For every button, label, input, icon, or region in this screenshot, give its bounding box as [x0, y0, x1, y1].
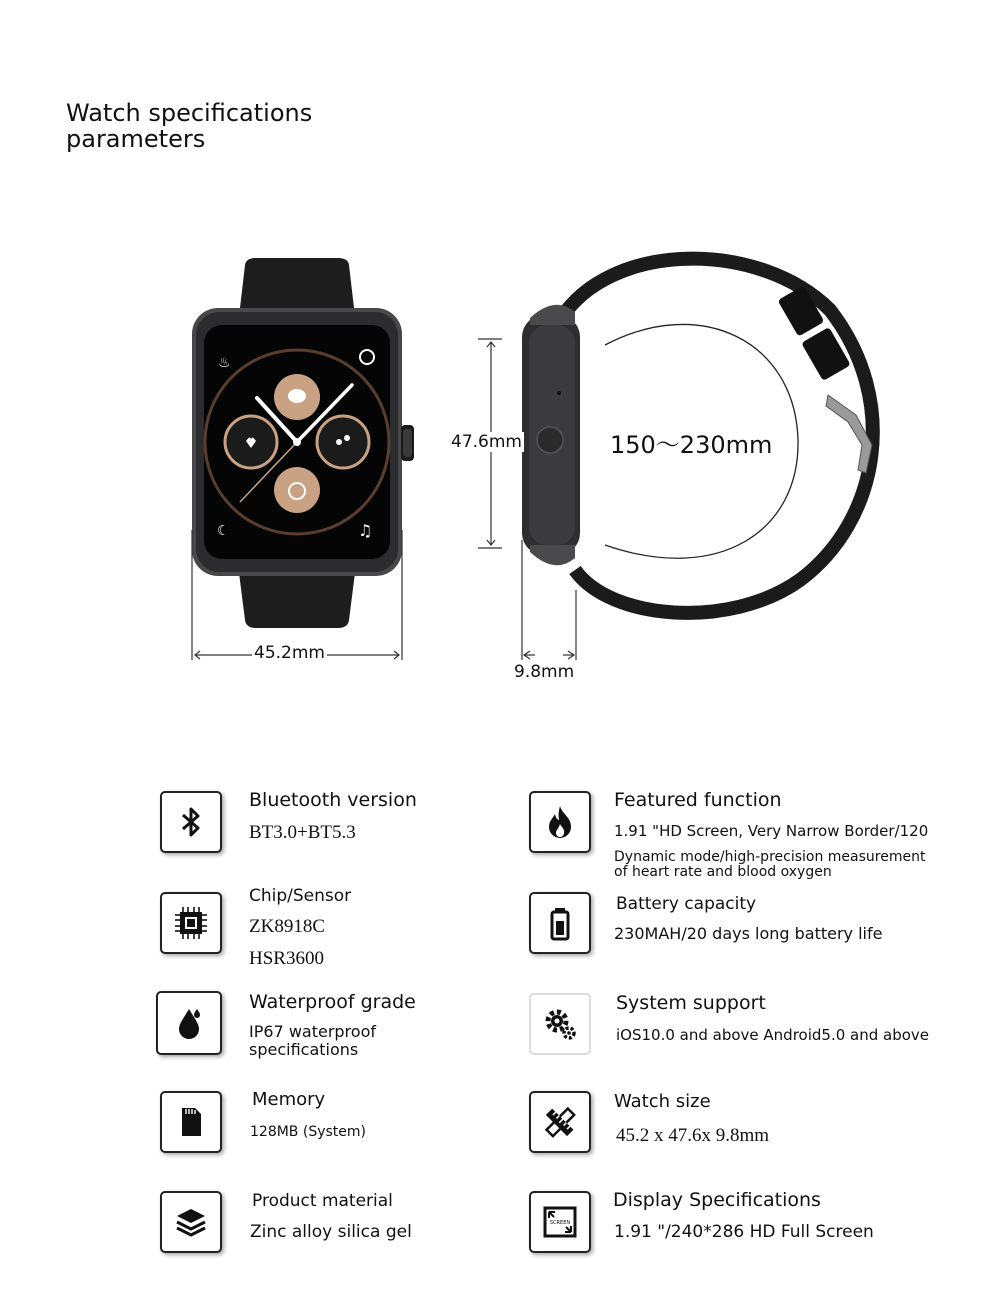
- ruler-pencil-icon: [529, 1091, 591, 1153]
- chip-icon: [160, 892, 222, 954]
- spec-title: Waterproof grade: [249, 991, 416, 1013]
- spec-title: Watch size: [614, 1091, 711, 1112]
- spec-value: IP67 waterproof: [249, 1022, 376, 1041]
- spec-value: of heart rate and blood oxygen: [614, 864, 832, 880]
- spec-value: Dynamic mode/high-precision measurement: [614, 849, 926, 865]
- layers-icon: [160, 1191, 222, 1253]
- gears-icon: [529, 993, 591, 1055]
- watch-diagram: [0, 200, 1000, 720]
- spec-value: 1.91 "/240*286 HD Full Screen: [614, 1222, 874, 1242]
- spec-title: Bluetooth version: [249, 789, 417, 811]
- battery-icon: [529, 892, 591, 954]
- spec-value: 128MB (System): [250, 1124, 366, 1140]
- svg-text:♨: ♨: [218, 355, 231, 371]
- water-drop-icon: [156, 991, 222, 1055]
- watch-illustration: [0, 200, 1000, 720]
- spec-title: Memory: [252, 1089, 326, 1110]
- title-line-1: Watch specifications: [66, 99, 313, 127]
- strap-range-label: 150～230mm: [610, 431, 773, 459]
- svg-text:♫: ♫: [358, 521, 373, 540]
- screen-icon: [529, 1191, 591, 1253]
- spec-value: HSR3600: [249, 948, 324, 969]
- bluetooth-icon: [160, 791, 222, 853]
- spec-value: 1.91 "HD Screen, Very Narrow Border/120: [614, 822, 929, 840]
- spec-value: iOS10.0 and above Android5.0 and above: [616, 1026, 930, 1044]
- spec-title: Battery capacity: [616, 894, 757, 914]
- spec-value: Zinc alloy silica gel: [250, 1222, 412, 1242]
- watch-front-view: [192, 258, 414, 628]
- svg-text:☾: ☾: [217, 523, 230, 539]
- spec-title: Chip/Sensor: [249, 886, 352, 906]
- title-line-2: parameters: [66, 125, 206, 153]
- height-dimension-label: 47.6mm: [451, 432, 522, 452]
- spec-title: Featured function: [614, 789, 782, 811]
- spec-title: System support: [616, 992, 766, 1014]
- width-dimension-label: 45.2mm: [254, 643, 325, 663]
- spec-value: 230MAH/20 days long battery life: [614, 924, 883, 943]
- spec-value: specifications: [249, 1040, 359, 1059]
- page-title: [66, 100, 312, 152]
- spec-value: BT3.0+BT5.3: [249, 822, 356, 843]
- spec-title: Display Specifications: [613, 1189, 821, 1211]
- spec-value: ZK8918C: [249, 916, 325, 937]
- spec-value: 45.2 x 47.6x 9.8mm: [616, 1125, 770, 1146]
- spec-title: Product material: [252, 1191, 393, 1211]
- screen-icon-label: SCREEN: [549, 1220, 571, 1226]
- thickness-dimension-label: 9.8mm: [514, 662, 575, 682]
- flame-icon: [529, 791, 591, 853]
- sd-card-icon: [160, 1091, 222, 1153]
